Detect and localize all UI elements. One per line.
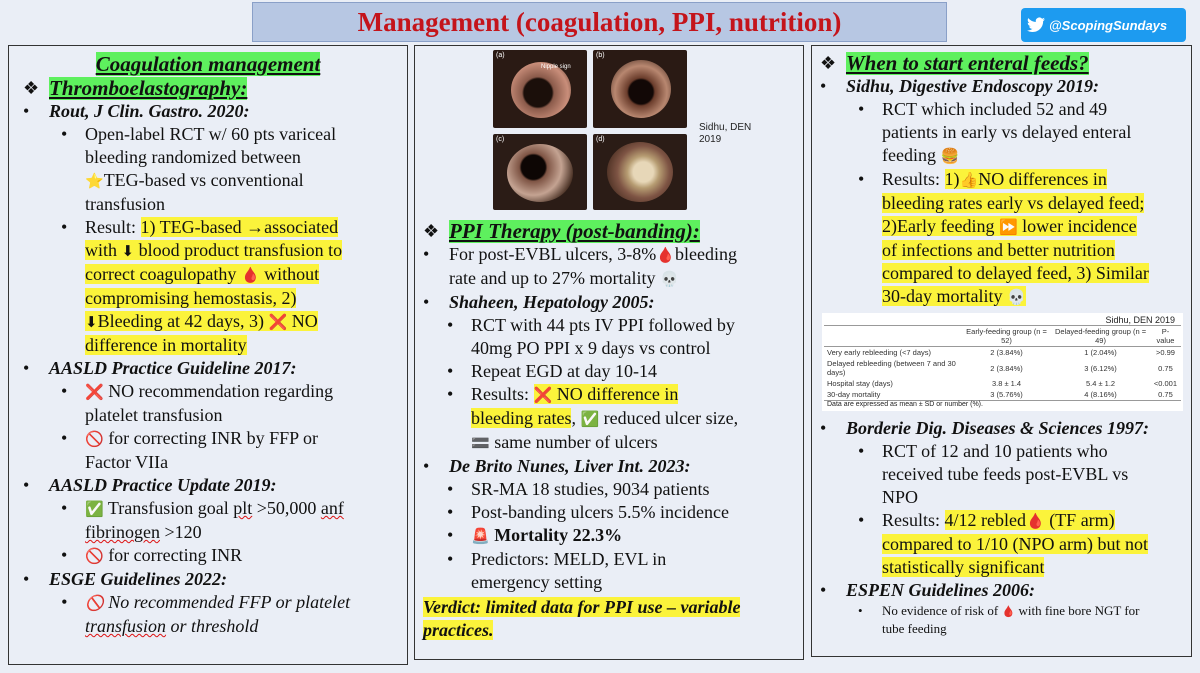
table-row: Very early rebleeding (<7 days) 2 (3.84%) 1 (2.04%) >0.99: [827, 348, 1175, 357]
bullet-icon: •: [447, 549, 454, 569]
bullet-icon: •: [820, 580, 827, 600]
shaheen-bullet-3: • Results: ❌ NO difference in bleeding rates, ✅ reduced ulcer size, 🟰 same number of ulcers: [447, 384, 739, 452]
check-icon: ✅: [580, 410, 600, 428]
fast-forward-icon: ⏩: [998, 218, 1018, 236]
no-entry-icon: 🚫: [85, 547, 104, 565]
bullet-icon: •: [858, 169, 865, 189]
endoscopy-image-c: (c): [493, 134, 587, 210]
diamond-bullet-icon: ❖: [23, 78, 40, 98]
arrow-down-icon: ⬇: [85, 313, 98, 331]
check-icon: ✅: [85, 500, 104, 518]
bullet-icon: •: [447, 361, 454, 381]
cross-icon: ❌: [533, 386, 553, 404]
bullet-icon: •: [423, 244, 430, 264]
bullet-icon: •: [820, 418, 827, 438]
sidhu-bullet-1: • RCT which included 52 and 49 patients in early vs delayed enteral feeding 🍔: [858, 99, 1132, 165]
teg-heading: Thromboelastography:: [49, 76, 248, 100]
rout-reference: [23, 100, 401, 123]
cross-icon: ❌: [268, 313, 288, 331]
rout-ref-text: Rout, J Clin. Gastro. 2020:: [49, 101, 250, 121]
bullet-icon: •: [447, 479, 454, 499]
endoscopy-image-grid: [493, 50, 687, 210]
borderie-reference: • Borderie Dig. Diseases & Sciences 1997:: [820, 418, 1149, 438]
aasld-2019-bullet-2: • 🚫 for correcting INR: [61, 545, 243, 565]
bullet-icon: •: [447, 502, 454, 522]
title-bar: [252, 2, 947, 42]
bullet-icon: •: [858, 510, 865, 530]
debrito-reference: • De Brito Nunes, Liver Int. 2023:: [423, 456, 691, 476]
table-row: 30-day mortality 3 (5.76%) 4 (8.16%) 0.75: [824, 389, 1181, 401]
endoscopy-image-b: (b): [593, 50, 687, 128]
blood-drop-icon: 🩸: [1001, 605, 1016, 618]
blood-drop-icon: 🩸: [240, 266, 260, 284]
aasld-2017-bullet-1: • ❌ NO recommendation regarding platelet transfusion: [61, 381, 334, 425]
blood-drop-icon: 🩸: [656, 246, 675, 264]
bullet-icon: •: [858, 441, 865, 461]
table-row: Delayed rebleeding (between 7 and 30 days) 2 (3.84%) 3 (6.12%) 0.75: [827, 359, 1173, 377]
esge-bullet-1: • 🚫 No recommended FFP or platelet transfusion or threshold: [61, 592, 351, 636]
photo-caption: Sidhu, DEN 2019: [699, 122, 752, 145]
rout-bullet-1: • Open-label RCT w/ 60 pts variceal bleeding randomized between ⭐TEG-based vs conventional transfusion: [61, 124, 337, 214]
bullet-icon: •: [447, 384, 454, 404]
cross-icon: ❌: [85, 383, 104, 401]
equals-icon: 🟰: [471, 434, 490, 452]
blood-drop-icon: 🩸: [1026, 512, 1045, 530]
coagulation-panel: [8, 45, 408, 665]
espen-reference: • ESPEN Guidelines 2006:: [820, 580, 1036, 600]
thumbs-up-icon: 👍: [959, 171, 979, 189]
bullet-icon: •: [61, 217, 68, 237]
skull-icon: 💀: [1006, 288, 1026, 306]
bullet-icon: •: [858, 603, 863, 618]
sidhu-bullet-2: • Results: 1)👍NO differences in bleeding rates early vs delayed feed; 2)Early feeding ⏩ lower incidence of infections and better nutrition compared to delayed feed, 3) Similar 30-day mortality 💀: [858, 169, 1149, 306]
endoscopy-image-d: (d): [593, 134, 687, 210]
bullet-icon: •: [820, 76, 827, 96]
enteral-feeds-panel: [811, 45, 1192, 657]
skull-icon: 💀: [659, 270, 679, 288]
no-entry-icon: 🚫: [85, 594, 104, 612]
coagulation-heading-wrap: [9, 52, 407, 77]
debrito-bullet-2: • Post-banding ulcers 5.5% incidence: [447, 502, 729, 522]
aasld-2017-bullet-2: • 🚫 for correcting INR by FFP or Factor VIIa: [61, 428, 318, 472]
bullet-icon: •: [447, 315, 454, 335]
rout-bullet-2: • Result: 1) TEG-based →associated with ⬇ blood product transfusion to correct coagulopathy 🩸 without compromising hemostasis, 2) ⬇Bleeding at 42 days, 3) ❌ NO difference in mortality: [61, 217, 343, 355]
bullet-icon: •: [858, 99, 865, 119]
table-footnote: Data are expressed as mean ± SD or number (%).: [827, 401, 983, 408]
results-table: [824, 325, 1181, 401]
debrito-bullet-3: • 🚨 Mortality 22.3%: [447, 525, 623, 545]
burger-icon: 🍔: [940, 147, 960, 165]
twitter-bird-icon: [1027, 17, 1045, 33]
bullet-icon: •: [23, 475, 30, 495]
borderie-bullet-2: • Results: 4/12 rebled🩸 (TF arm) compared to 1/10 (NPO arm) but not statistically significant: [858, 510, 1148, 577]
ppi-verdict: Verdict: limited data for PPI use – variable practices.: [423, 597, 741, 640]
enteral-heading-row: [820, 52, 1187, 75]
ppi-heading: PPI Therapy (post-banding):: [449, 219, 700, 243]
aasld-2019-reference: • AASLD Practice Update 2019:: [23, 475, 277, 495]
shaheen-bullet-2: • Repeat EGD at day 10-14: [447, 361, 657, 381]
sidhu-reference: • Sidhu, Digestive Endoscopy 2019:: [820, 76, 1100, 96]
coagulation-heading: Coagulation management: [95, 52, 321, 76]
bullet-icon: •: [61, 592, 68, 612]
bullet-icon: •: [61, 498, 68, 518]
shaheen-reference: • Shaheen, Hepatology 2005:: [423, 292, 655, 312]
aasld-2019-bullet-1: • ✅ Transfusion goal plt >50,000 anf fibrinogen >120: [61, 498, 344, 542]
sidhu-results-table: [822, 313, 1183, 411]
enteral-heading: When to start enteral feeds?: [846, 51, 1089, 75]
teg-heading-row: [23, 77, 401, 100]
star-icon: ⭐: [85, 172, 104, 190]
table-caption: Sidhu, DEN 2019: [1105, 315, 1175, 325]
bullet-icon: •: [23, 569, 30, 589]
ppi-intro: • For post-EVBL ulcers, 3-8%🩸bleeding rate and up to 27% mortality 💀: [423, 244, 737, 288]
bullet-icon: •: [447, 525, 454, 545]
bullet-icon: •: [23, 358, 30, 378]
bullet-icon: •: [423, 456, 430, 476]
bullet-icon: •: [23, 101, 30, 121]
debrito-bullet-1: • SR-MA 18 studies, 9034 patients: [447, 479, 710, 499]
table-row: Hospital stay (days) 3.8 ± 1.4 5.4 ± 1.2 <0.001: [827, 379, 1178, 388]
arrow-down-icon: ⬇: [121, 242, 135, 260]
diamond-bullet-icon: ❖: [820, 53, 837, 73]
no-entry-icon: 🚫: [85, 430, 104, 448]
esge-reference: • ESGE Guidelines 2022:: [23, 569, 228, 589]
bullet-icon: •: [61, 428, 68, 448]
debrito-bullet-4: • Predictors: MELD, EVL in emergency setting: [447, 549, 667, 592]
bullet-icon: •: [61, 381, 68, 401]
endoscopy-image-a: (a) Nipple sign: [493, 50, 587, 128]
ppi-heading-row: [423, 220, 797, 243]
aasld-2017-reference: • AASLD Practice Guideline 2017:: [23, 358, 297, 378]
twitter-handle: @ScopingSundays: [1049, 17, 1168, 33]
twitter-handle-badge[interactable]: [1021, 8, 1186, 42]
page-title: Management (coagulation, PPI, nutrition): [357, 6, 842, 37]
ppi-panel: [414, 45, 804, 660]
espen-bullet-1: • No evidence of risk of 🩸 with fine bore NGT for tube feeding: [858, 603, 1140, 636]
borderie-bullet-1: • RCT of 12 and 10 patients who received tube feeds post-EVBL vs NPO: [858, 441, 1129, 507]
bullet-icon: •: [423, 292, 430, 312]
shaheen-bullet-1: • RCT with 44 pts IV PPI followed by 40mg PO PPI x 9 days vs control: [447, 315, 735, 358]
siren-icon: 🚨: [471, 527, 490, 545]
table-header-row: Early-feeding group (n = 52) Delayed-feeding group (n = 49) P-value: [824, 326, 1181, 347]
bullet-icon: •: [61, 545, 68, 565]
diamond-bullet-icon: ❖: [423, 221, 440, 241]
bullet-icon: •: [61, 124, 68, 144]
